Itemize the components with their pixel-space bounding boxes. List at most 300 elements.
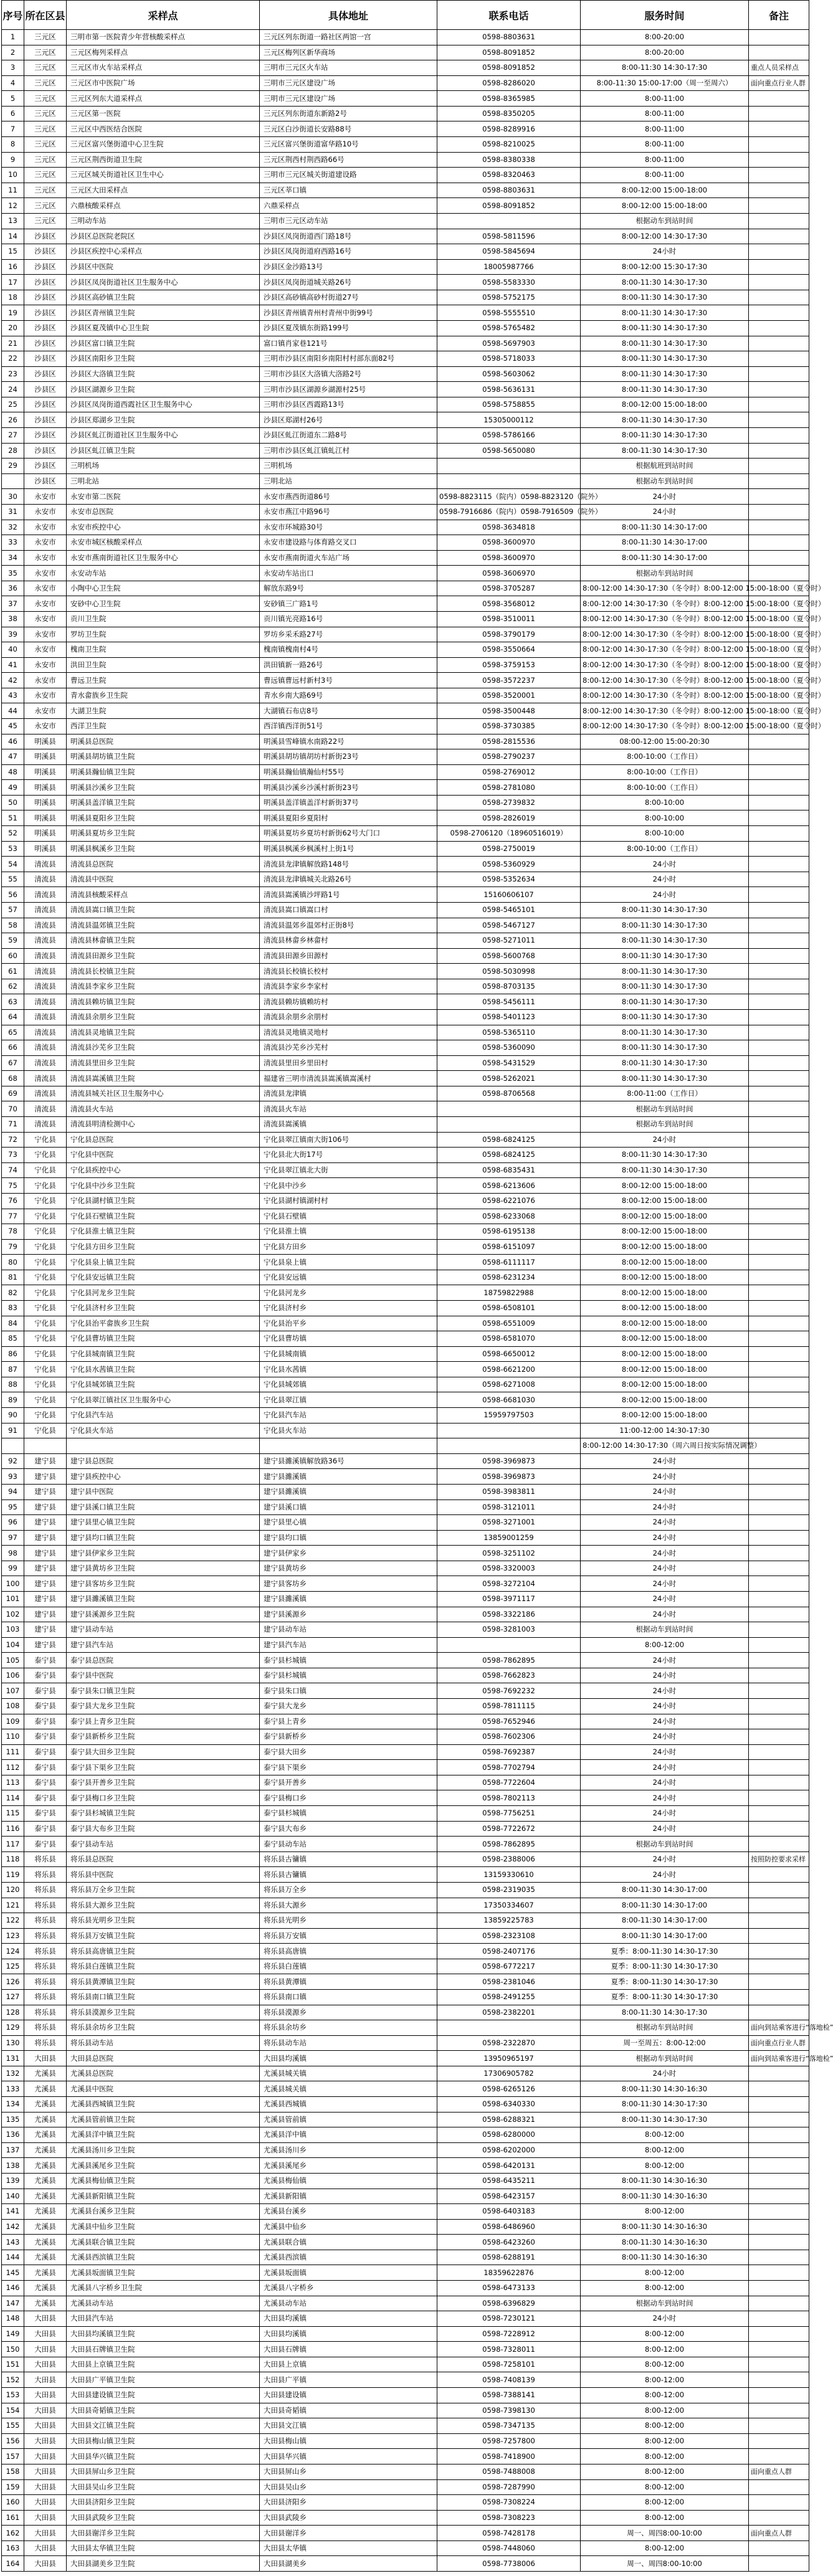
cell-address: 尤溪县台溪乡 xyxy=(260,2204,437,2220)
cell-index: 156 xyxy=(2,2433,24,2449)
cell-phone: 0598-7398130 xyxy=(437,2403,581,2418)
cell-address: 解放东路9号 xyxy=(260,581,437,596)
cell-address: 三明市三元区城关街道建设路 xyxy=(260,168,437,183)
cell-sampling-point: 大田县武陵乡卫生院 xyxy=(67,2510,260,2526)
cell-service-time: 8:00-11:30 14:30-17:30 xyxy=(581,2112,749,2127)
cell-remark xyxy=(749,1867,809,1883)
cell-phone: 0598-2491255 xyxy=(437,1990,581,2005)
cell-phone: 0598-6233068 xyxy=(437,1209,581,1224)
table-row xyxy=(2,1668,809,1683)
table-row xyxy=(2,1959,809,1974)
cell-service-time: 8:00-12:00 15:00-18:00 xyxy=(581,1224,749,1240)
cell-service-time: 8:00-12:00 14:30-17:30（周六周日按实际情况调整） xyxy=(581,1438,749,1454)
cell-index: 100 xyxy=(2,1576,24,1592)
cell-phone: 0598-3600970 xyxy=(437,535,581,551)
cell-district: 大田县 xyxy=(24,2510,67,2526)
cell-sampling-point: 宁化县济村乡卫生院 xyxy=(67,1300,260,1316)
cell-index: 95 xyxy=(2,1499,24,1515)
cell-address: 永安市燕南街道火车站广场 xyxy=(260,550,437,566)
cell-remark xyxy=(749,1913,809,1929)
table-row xyxy=(2,2357,809,2372)
table-body xyxy=(2,30,833,2572)
cell-service-time: 24小时 xyxy=(581,1729,749,1745)
cell-index: 151 xyxy=(2,2357,24,2372)
cell-phone: 0598-3730385 xyxy=(437,719,581,734)
cell-index: 152 xyxy=(2,2372,24,2388)
cell-service-time: 8:00-12:00 xyxy=(581,2158,749,2174)
cell-address: 宁化县湖村镇湖村村 xyxy=(260,1193,437,1209)
cell-service-time: 8:00-12:00 15:00-18:00 xyxy=(581,1408,749,1423)
cell-remark xyxy=(749,2403,809,2418)
cell-index: 76 xyxy=(2,1193,24,1209)
cell-sampling-point: 沙县区虬江街道社区卫生服务中心 xyxy=(67,428,260,444)
table-row xyxy=(2,504,809,520)
cell-address: 三元区荆西村荆西路66号 xyxy=(260,152,437,168)
cell-district: 沙县区 xyxy=(24,305,67,321)
cell-service-time: 根据动车到站时间 xyxy=(581,1837,749,1852)
cell-remark xyxy=(749,168,809,183)
cell-remark xyxy=(749,2280,809,2296)
cell-address: 尤溪县梅仙镇 xyxy=(260,2173,437,2189)
cell-index: 106 xyxy=(2,1668,24,1683)
cell-phone: 0598-7722604 xyxy=(437,1775,581,1790)
cell-district: 永安市 xyxy=(24,520,67,535)
cell-phone: 0598-5467127 xyxy=(437,918,581,933)
table-row xyxy=(2,2066,809,2081)
cell-address: 尤溪县洋中镇 xyxy=(260,2127,437,2143)
cell-sampling-point: 三明北站 xyxy=(67,473,260,489)
table-row xyxy=(2,841,809,857)
cell-phone: 0598-6111117 xyxy=(437,1255,581,1270)
cell-remark xyxy=(749,473,809,489)
cell-index: 32 xyxy=(2,520,24,535)
cell-sampling-point: 泰宁县上青乡卫生院 xyxy=(67,1714,260,1729)
cell-phone xyxy=(437,1438,581,1454)
cell-remark xyxy=(749,795,809,810)
cell-address: 三明市沙县区大洛镇大洛路2号 xyxy=(260,366,437,382)
cell-index: 70 xyxy=(2,1101,24,1117)
cell-district: 沙县区 xyxy=(24,336,67,351)
cell-sampling-point: 清流县中医院 xyxy=(67,872,260,887)
cell-phone xyxy=(437,459,581,474)
cell-address: 大田县文江镇 xyxy=(260,2418,437,2434)
cell-sampling-point: 尤溪县梅仙镇卫生院 xyxy=(67,2173,260,2189)
cell-district: 将乐县 xyxy=(24,1898,67,1913)
cell-address: 大田县谢洋乡 xyxy=(260,2526,437,2541)
cell-phone: 0598-5650080 xyxy=(437,443,581,459)
cell-service-time: 8:00-12:00 15:00-18:00 xyxy=(581,1316,749,1331)
table-row xyxy=(2,642,809,658)
cell-address: 宁化县翠江镇南大街106号 xyxy=(260,1132,437,1148)
cell-address: 将乐县大源乡 xyxy=(260,1898,437,1913)
cell-service-time: 8:00-12:00 xyxy=(581,2326,749,2342)
cell-sampling-point: 六鼎核酸采样点 xyxy=(67,198,260,214)
cell-address: 将乐县古镛镇 xyxy=(260,1867,437,1883)
cell-sampling-point: 清流县沙芜乡卫生院 xyxy=(67,1040,260,1056)
cell-district: 清流县 xyxy=(24,887,67,903)
table-row xyxy=(2,826,809,842)
cell-address: 大田县济阳乡 xyxy=(260,2495,437,2511)
cell-service-time: 8:00-11:30 14:30-17:30 xyxy=(581,933,749,949)
cell-remark xyxy=(749,2326,809,2342)
cell-district: 将乐县 xyxy=(24,2020,67,2036)
cell-service-time: 8:00-11:30 14:30-17:30 xyxy=(581,918,749,933)
cell-address: 泰宁县朱口镇 xyxy=(260,1683,437,1699)
cell-district: 清流县 xyxy=(24,857,67,872)
cell-sampling-point: 大田县吴山乡卫生院 xyxy=(67,2479,260,2495)
cell-index: 116 xyxy=(2,1821,24,1837)
header-address: 具体地址 xyxy=(260,1,437,30)
cell-address: 宁化县水茜镇 xyxy=(260,1362,437,1377)
table-row xyxy=(2,45,809,60)
cell-index: 125 xyxy=(2,1959,24,1974)
cell-sampling-point: 将乐县余坊乡卫生院 xyxy=(67,2020,260,2036)
cell-remark xyxy=(749,2510,809,2526)
cell-remark xyxy=(749,2479,809,2495)
cell-service-time: 根据动车到站时间 xyxy=(581,1622,749,1638)
cell-service-time: 根据航班到站时间 xyxy=(581,459,749,474)
cell-address: 建宁县溪口镇 xyxy=(260,1499,437,1515)
table-row xyxy=(2,1683,809,1699)
cell-phone: 0598-7308224 xyxy=(437,2495,581,2511)
cell-address: 宁化县泉上镇 xyxy=(260,1255,437,1270)
cell-remark xyxy=(749,1331,809,1347)
cell-address: 宁化县治平乡 xyxy=(260,1316,437,1331)
cell-index: 10 xyxy=(2,168,24,183)
table-row xyxy=(2,1040,809,1056)
cell-service-time: 8:00-11:30 14:30-17:00 xyxy=(581,1913,749,1929)
cell-address: 建宁县汽车站 xyxy=(260,1637,437,1653)
cell-sampling-point: 将乐县动车站 xyxy=(67,2035,260,2051)
cell-remark xyxy=(749,2556,809,2572)
cell-phone: 0598-8350205 xyxy=(437,106,581,121)
cell-sampling-point: 将乐县总医院 xyxy=(67,1851,260,1867)
cell-phone: 0598-6271008 xyxy=(437,1377,581,1392)
table-row xyxy=(2,1270,809,1285)
cell-index: 135 xyxy=(2,2112,24,2127)
cell-service-time: 8:00-11:00（工作日） xyxy=(581,1086,749,1101)
cell-remark xyxy=(749,1530,809,1546)
cell-remark xyxy=(749,1423,809,1438)
cell-service-time: 24小时 xyxy=(581,1744,749,1760)
cell-service-time: 8:00-11:30 14:30-17:30 xyxy=(581,902,749,918)
cell-service-time: 8:00-11:30 14:30-17:30 xyxy=(581,979,749,994)
cell-service-time: 8:00-11:30 14:30-17:30 xyxy=(581,305,749,321)
cell-phone: 0598-6423157 xyxy=(437,2189,581,2204)
cell-remark xyxy=(749,1821,809,1837)
table-row xyxy=(2,1025,809,1040)
table-row xyxy=(2,1285,809,1301)
cell-index: 117 xyxy=(2,1837,24,1852)
cell-address: 沙县区青州镇青州村青州中街99号 xyxy=(260,305,437,321)
cell-sampling-point: 清流县嵩口镇卫生院 xyxy=(67,902,260,918)
cell-index: 1 xyxy=(2,30,24,45)
cell-remark xyxy=(749,2235,809,2250)
cell-district: 泰宁县 xyxy=(24,1790,67,1806)
cell-sampling-point: 大田县湖美乡卫生院 xyxy=(67,2556,260,2572)
cell-service-time: 8:00-12:00 14:30-17:30（冬令时）8:00-12:00 15:00-18:00（夏令时） xyxy=(581,719,749,734)
cell-remark xyxy=(749,1622,809,1638)
cell-service-time: 24小时 xyxy=(581,1484,749,1499)
cell-district: 泰宁县 xyxy=(24,1760,67,1775)
cell-address: 沙县区凤岗街道西门路18号 xyxy=(260,229,437,244)
cell-district: 将乐县 xyxy=(24,1944,67,1959)
cell-remark xyxy=(749,428,809,444)
cell-address: 永安市燕西街道86号 xyxy=(260,489,437,505)
cell-service-time: 8:00-12:00 14:30-17:30（冬令时）8:00-12:00 15:00-18:00（夏令时） xyxy=(581,673,749,688)
cell-district: 宁化县 xyxy=(24,1239,67,1255)
cell-service-time: 8:00-12:00 14:30-17:30（冬令时）8:00-12:00 15:00-18:00（夏令时） xyxy=(581,611,749,627)
cell-phone: 15305000112 xyxy=(437,412,581,428)
cell-phone: 0598-5365110 xyxy=(437,1025,581,1040)
cell-phone: 0598-6195138 xyxy=(437,1224,581,1240)
cell-service-time: 8:00-11:30 14:30-16:30 xyxy=(581,2081,749,2097)
cell-district: 清流县 xyxy=(24,1010,67,1025)
cell-sampling-point: 尤溪县西城镇卫生院 xyxy=(67,2097,260,2113)
cell-service-time: 8:00-12:00 14:30-17:30（冬令时）8:00-12:00 15:00-18:00（夏令时） xyxy=(581,657,749,673)
table-row xyxy=(2,2526,809,2541)
cell-remark xyxy=(749,918,809,933)
cell-sampling-point: 泰宁县杉城镇卫生院 xyxy=(67,1806,260,1822)
cell-sampling-point: 沙县区凤岗街道社区卫生服务中心 xyxy=(67,275,260,290)
cell-district: 永安市 xyxy=(24,596,67,612)
cell-index: 129 xyxy=(2,2020,24,2036)
cell-phone: 0598-8210025 xyxy=(437,137,581,153)
cell-phone: 0598-5845694 xyxy=(437,244,581,260)
cell-phone: 0598-7862895 xyxy=(437,1837,581,1852)
cell-service-time: 8:00-11:30 14:30-17:00 xyxy=(581,1898,749,1913)
cell-remark xyxy=(749,964,809,979)
cell-district: 三元区 xyxy=(24,45,67,60)
cell-index: 94 xyxy=(2,1484,24,1499)
cell-address: 三明市沙县区西霞路13号 xyxy=(260,397,437,412)
cell-address: 明溪县枫溪乡枫溪村上街1号 xyxy=(260,841,437,857)
cell-phone: 0598-5718033 xyxy=(437,351,581,367)
cell-service-time: 24小时 xyxy=(581,1530,749,1546)
cell-address: 尤溪县管前镇 xyxy=(260,2112,437,2127)
cell-phone: 0598-6202000 xyxy=(437,2142,581,2158)
table-row xyxy=(2,198,809,214)
cell-service-time: 8:00-11:30 14:30-16:30 xyxy=(581,2235,749,2250)
cell-remark xyxy=(749,2189,809,2204)
cell-phone: 0598-8823115（院内）0598-8823120（院外） xyxy=(437,489,581,505)
cell-address: 大田县上京镇 xyxy=(260,2357,437,2372)
cell-address: 大田县吴山乡 xyxy=(260,2479,437,2495)
cell-sampling-point: 槐南卫生院 xyxy=(67,642,260,658)
cell-remark xyxy=(749,183,809,198)
cell-sampling-point: 建宁县里心镇卫生院 xyxy=(67,1515,260,1531)
cell-index: 2 xyxy=(2,45,24,60)
cell-remark xyxy=(749,1209,809,1224)
cell-service-time: 8:00-11:30 14:30-17:30 xyxy=(581,428,749,444)
cell-phone: 0598-6551009 xyxy=(437,1316,581,1331)
cell-address: 清流县李家乡李家村 xyxy=(260,979,437,994)
cell-service-time: 24小时 xyxy=(581,1775,749,1790)
cell-index: 46 xyxy=(2,734,24,749)
cell-address: 沙县区凤岗街道城关路26号 xyxy=(260,275,437,290)
cell-remark xyxy=(749,1990,809,2005)
table-row xyxy=(2,2418,809,2434)
cell-index: 120 xyxy=(2,1882,24,1898)
cell-phone: 0598-5583330 xyxy=(437,275,581,290)
cell-sampling-point: 泰宁县梅口乡卫生院 xyxy=(67,1790,260,1806)
cell-phone: 18359622876 xyxy=(437,2265,581,2281)
cell-remark xyxy=(749,106,809,121)
cell-remark xyxy=(749,780,809,796)
cell-district: 尤溪县 xyxy=(24,2204,67,2220)
cell-district: 沙县区 xyxy=(24,290,67,305)
cell-sampling-point: 三元区城关街道社区卫生中心 xyxy=(67,168,260,183)
cell-district: 宁化县 xyxy=(24,1377,67,1392)
cell-service-time: 24小时 xyxy=(581,1821,749,1837)
cell-phone: 0598-6396829 xyxy=(437,2296,581,2311)
cell-service-time: 24小时 xyxy=(581,1591,749,1607)
cell-district: 宁化县 xyxy=(24,1255,67,1270)
table-row xyxy=(2,948,809,964)
cell-address: 将乐县万安镇 xyxy=(260,1928,437,1944)
cell-district: 大田县 xyxy=(24,2418,67,2434)
table-row xyxy=(2,1239,809,1255)
table-row xyxy=(2,1806,809,1822)
cell-address: 沙县区凤岗街道府西路16号 xyxy=(260,244,437,260)
cell-index: 74 xyxy=(2,1162,24,1178)
cell-service-time: 24小时 xyxy=(581,1653,749,1668)
cell-index: 64 xyxy=(2,1010,24,1025)
cell-address: 大田县梅山镇 xyxy=(260,2433,437,2449)
cell-phone: 0598-7258101 xyxy=(437,2357,581,2372)
cell-address: 富口镇肖家巷121号 xyxy=(260,336,437,351)
table-row xyxy=(2,1484,809,1499)
cell-sampling-point: 将乐县高唐镇卫生院 xyxy=(67,1944,260,1959)
table-row xyxy=(2,2142,809,2158)
cell-address: 泰宁县下渠乡 xyxy=(260,1760,437,1775)
cell-remark xyxy=(749,1561,809,1576)
cell-service-time: 8:00-12:00 14:30-17:30（冬令时）8:00-12:00 15:00-18:00（夏令时） xyxy=(581,642,749,658)
cell-service-time: 8:00-11:00 xyxy=(581,106,749,121)
cell-phone: 0598-2739832 xyxy=(437,795,581,810)
cell-address: 尤溪县西滨镇 xyxy=(260,2250,437,2265)
cell-service-time: 8:00-12:00 15:00-18:00 xyxy=(581,1362,749,1377)
table-row xyxy=(2,566,809,581)
cell-phone: 0598-3271001 xyxy=(437,1515,581,1531)
table-row xyxy=(2,1561,809,1576)
cell-sampling-point: 清流县余朋乡卫生院 xyxy=(67,1010,260,1025)
cell-remark xyxy=(749,2158,809,2174)
cell-service-time: 8:00-11:30 14:30-17:30 xyxy=(581,1071,749,1086)
cell-address: 三元区白沙街道长安路88号 xyxy=(260,121,437,137)
cell-service-time: 夏季：8:00-11:30 14:30-17:30 xyxy=(581,1944,749,1959)
cell-district: 宁化县 xyxy=(24,1224,67,1240)
cell-service-time: 24小时 xyxy=(581,1515,749,1531)
cell-service-time: 8:00-11:30 14:30-16:30 xyxy=(581,2250,749,2265)
cell-index: 67 xyxy=(2,1055,24,1071)
cell-phone: 0598-3790179 xyxy=(437,627,581,642)
cell-sampling-point: 清流县火车站 xyxy=(67,1101,260,1117)
table-row xyxy=(2,1790,809,1806)
cell-phone: 0598-8706568 xyxy=(437,1086,581,1101)
cell-phone: 0598-7308223 xyxy=(437,2510,581,2526)
cell-phone: 18759822988 xyxy=(437,1285,581,1301)
cell-service-time: 夏季：8:00-11:30 14:30-17:30 xyxy=(581,1990,749,2005)
cell-remark xyxy=(749,213,809,229)
cell-district: 大田县 xyxy=(24,2372,67,2388)
table-row xyxy=(2,1990,809,2005)
table-row xyxy=(2,183,809,198)
cell-remark xyxy=(749,948,809,964)
header-phone: 联系电话 xyxy=(437,1,581,30)
cell-address: 宁化县中沙乡 xyxy=(260,1178,437,1194)
cell-sampling-point: 建宁县客坊乡卫生院 xyxy=(67,1576,260,1592)
cell-sampling-point: 罗坊卫生院 xyxy=(67,627,260,642)
cell-address: 三明市三元区建设广场 xyxy=(260,91,437,107)
cell-index: 110 xyxy=(2,1729,24,1745)
table-row xyxy=(2,2449,809,2464)
cell-phone: 0598-7702794 xyxy=(437,1760,581,1775)
cell-sampling-point: 明溪县瀚仙镇卫生院 xyxy=(67,764,260,780)
cell-phone: 0598-3322186 xyxy=(437,1607,581,1622)
cell-index: 5 xyxy=(2,91,24,107)
table-row xyxy=(2,2035,809,2051)
cell-remark xyxy=(749,1790,809,1806)
cell-address: 建宁县客坊乡 xyxy=(260,1576,437,1592)
cell-sampling-point: 宁化县城南镇卫生院 xyxy=(67,1346,260,1362)
table-row xyxy=(2,1101,809,1117)
table-row xyxy=(2,229,809,244)
cell-district: 尤溪县 xyxy=(24,2097,67,2113)
cell-address: 洪田镇新一路26号 xyxy=(260,657,437,673)
cell-address: 曹远镇曹远村新村3号 xyxy=(260,673,437,688)
cell-index: 131 xyxy=(2,2051,24,2066)
cell-phone: 0598-5262021 xyxy=(437,1071,581,1086)
cell-sampling-point: 清流县温郊镇卫生院 xyxy=(67,918,260,933)
cell-sampling-point: 明溪县盖洋镇卫生院 xyxy=(67,795,260,810)
cell-sampling-point: 宁化县泉上镇卫生院 xyxy=(67,1255,260,1270)
table-row xyxy=(2,872,809,887)
cell-district: 将乐县 xyxy=(24,1974,67,1990)
cell-service-time: 8:00-12:00 xyxy=(581,2464,749,2479)
cell-phone: 0598-6824125 xyxy=(437,1132,581,1148)
cell-phone: 0598-6340330 xyxy=(437,2097,581,2113)
cell-phone: 0598-3272104 xyxy=(437,1576,581,1592)
cell-district: 宁化县 xyxy=(24,1346,67,1362)
cell-service-time: 24小时 xyxy=(581,1683,749,1699)
cell-district: 明溪县 xyxy=(24,764,67,780)
cell-district: 建宁县 xyxy=(24,1637,67,1653)
cell-sampling-point: 建宁县汽车站 xyxy=(67,1637,260,1653)
cell-phone: 0598-7257800 xyxy=(437,2433,581,2449)
cell-phone: 0598-3634818 xyxy=(437,520,581,535)
cell-address: 建宁县濉溪镇 xyxy=(260,1591,437,1607)
cell-sampling-point: 宁化县河龙乡卫生院 xyxy=(67,1285,260,1301)
cell-phone: 0598-8380338 xyxy=(437,152,581,168)
cell-address: 明溪县雪峰镇水南路22号 xyxy=(260,734,437,749)
cell-service-time: 根据动车到站时间 xyxy=(581,473,749,489)
cell-sampling-point: 大田县谢洋乡卫生院 xyxy=(67,2526,260,2541)
cell-sampling-point: 清流县赖坊镇卫生院 xyxy=(67,994,260,1010)
cell-district: 三元区 xyxy=(24,106,67,121)
cell-index: 19 xyxy=(2,305,24,321)
table-row xyxy=(2,2495,809,2511)
cell-district: 宁化县 xyxy=(24,1285,67,1301)
cell-phone: 0598-2706120（18960516019） xyxy=(437,826,581,842)
cell-address: 将乐县光明乡 xyxy=(260,1913,437,1929)
cell-index: 130 xyxy=(2,2035,24,2051)
table-row xyxy=(2,994,809,1010)
table-row xyxy=(2,520,809,535)
cell-address: 建宁县里心镇 xyxy=(260,1515,437,1531)
cell-address: 尤溪县城关镇 xyxy=(260,2081,437,2097)
cell-phone: 0598-3572237 xyxy=(437,673,581,688)
